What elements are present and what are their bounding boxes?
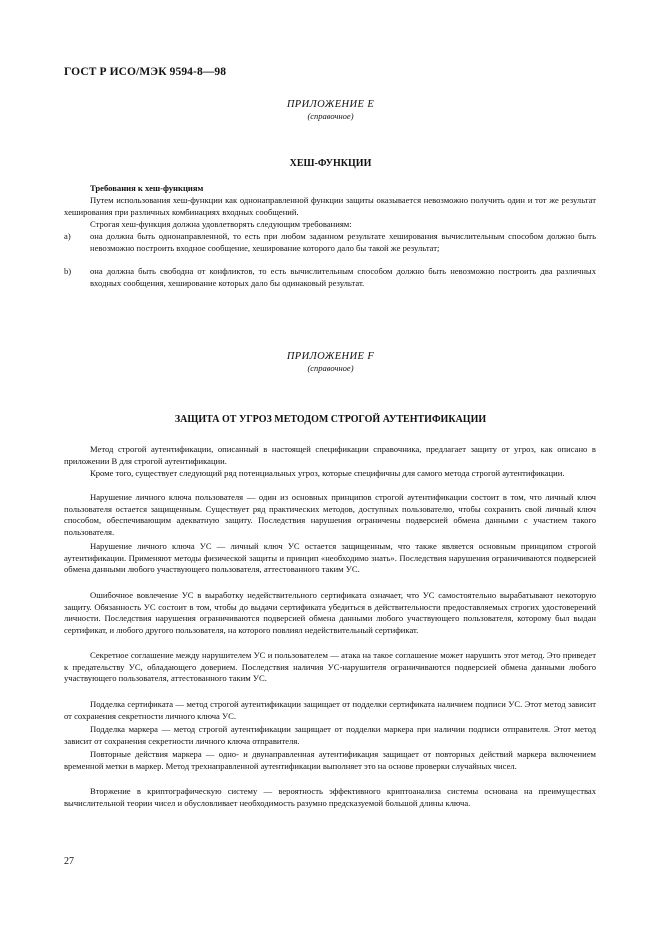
appendix-e-heading: ХЕШ-ФУНКЦИИ — [289, 158, 372, 169]
item-b-label: b) — [64, 266, 72, 276]
appendix-e-item-a — [64, 231, 596, 254]
appendix-e-subtitle: (справочное) — [307, 111, 354, 121]
appendix-f-para-7: Подделка сертификата — метод строгой аутентификации защищает от подделки сертификата наличием подписи УС. Этот метод зависит от сохранения секретности личного ключа УС. — [64, 699, 596, 721]
document-header: ГОСТ Р ИСО/МЭК 9594-8—98 — [64, 66, 227, 78]
appendix-f-subtitle: (справочное) — [307, 363, 354, 373]
appendix-e-para2: Строгая хеш-функция должна удовлетворять следующим требованиям: — [90, 219, 352, 229]
appendix-f-para-10: Вторжение в криптографическую систему — вероятность эффективного криптоанализа системы основана на преимуществах вычислительной теории чисел и обусловливает необходимость разумно предсказуемой большой длины ключа. — [64, 786, 596, 808]
appendix-f-heading: ЗАЩИТА ОТ УГРОЗ МЕТОДОМ СТРОГОЙ АУТЕНТИФИКАЦИИ — [174, 414, 487, 425]
appendix-e-label — [0, 98, 661, 122]
page-number: 27 — [64, 856, 74, 867]
appendix-f-para-5: Ошибочное вовлечение УС в выработку недействительного сертификата означает, что УС самостоятельно вырабатывают некоторую защиту. Обязанность УС состоит в том, чтобы до выдачи сертификата убедиться в действительности предоставляемых строгих удостоверений личности. Последствия нарушения ограничиваются подверсией обмена данными любого участвующего пользователя, которому был выдан сертификат, и любого другого пользователя, на которого повлиял недействительный сертификат. — [64, 590, 596, 635]
appendix-f-para-8: Подделка маркера — метод строгой аутентификации защищает от подделки маркера при наличии подписи отправителя. Этот метод зависит от сохранения секретности личного ключа отправителя. — [64, 724, 596, 746]
appendix-f-para-2: Кроме того, существует следующий ряд потенциальных угроз, которые специфичны для самого метода строгой аутентификации. — [90, 468, 565, 478]
appendix-e-subheading: Требования к хеш-функциям — [90, 183, 204, 193]
item-a-label: а) — [64, 231, 71, 241]
appendix-f-label — [0, 350, 661, 374]
appendix-f-para-3: Нарушение личного ключа пользователя — один из основных принципов строгой аутентификации состоит в том, что личный ключ пользователя остается защищенным. Существует ряд практических методов, доступных пользователю, чтобы сохранить свой личный ключ способом, обеспечивающим адекватную защиту. Последствия нарушения ограничены подверсией обмена данными с участием такого пользователя. — [64, 492, 596, 537]
appendix-f-para-9: Повторные действия маркера — одно- и двунаправленная аутентификация защищает от повторных действий маркера включением временной метки в маркер. Метод трехнаправленной аутентификации выполняет это на основе проверки случайных чисел. — [64, 749, 596, 771]
appendix-e-para1: Путем использования хеш-функции как однонаправленной функции защиты оказывается невозможно получить один и тот же результат хеширования при различных комбинациях входных сообщений. — [64, 195, 596, 217]
appendix-f-title: ПРИЛОЖЕНИЕ F — [286, 351, 375, 362]
appendix-e-title: ПРИЛОЖЕНИЕ E — [286, 99, 375, 110]
appendix-f-para-1: Метод строгой аутентификации, описанный в настоящей спецификации справочника, предлагает защиту от угроз, как описано в приложении B для строгой аутентификации. — [64, 444, 596, 466]
item-b-text: она должна быть свободна от конфликтов, то есть вычислительным способом должно быть невозможно построить два различных входных сообщения, хеширование которых дало бы одинаковый результат. — [90, 266, 596, 288]
appendix-e-item-b — [64, 266, 596, 289]
appendix-f-para-6: Секретное соглашение между нарушителем УС и пользователем — атака на такое соглашение может нарушить этот метод. Это приведет к предательству УС, обладающего доверием. Последствия наличия УС-нарушителя ограничиваются подверсией обмена данными любого участвующего пользователя, аттестованного таким УС. — [64, 650, 596, 684]
appendix-e-body — [90, 183, 596, 195]
item-a-text: она должна быть однонаправленной, то есть при любом заданном результате хеширования вычислительным способом должно быть невозможно построить входное сообщение, хеширование которого дало бы такой же результат; — [90, 231, 596, 253]
appendix-f-para-4: Нарушение личного ключа УС — личный ключ УС остается защищенным, что также является основным принципом строгой аутентификации. Применяют методы физической защиты и принцип «необходимо знать». Последствия нарушения ограничиваются подверсией обмена данными любого участвующего пользователя, аттестованного таким УС. — [64, 541, 596, 575]
